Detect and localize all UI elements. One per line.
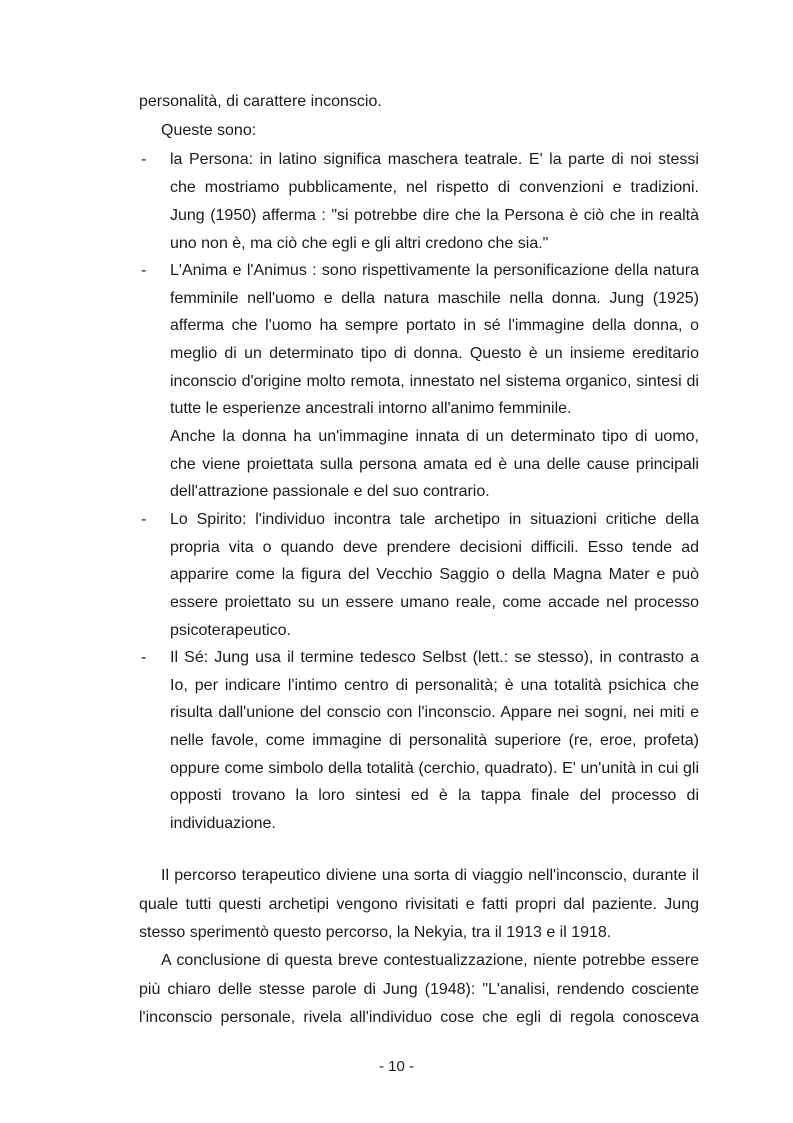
bullet-line: inconscio d'origine molto remota, innestato nel sistema organico, sintesi di xyxy=(170,373,699,390)
intro-line: personalità, di carattere inconscio. xyxy=(139,93,382,110)
bullet-line: uno non è, ma ciò che egli e gli altri credono che sia." xyxy=(170,235,549,252)
bullet-line: dell'attrazione passionale e del suo contrario. xyxy=(170,483,490,500)
bullet-marker: - xyxy=(141,649,147,666)
bullet-line: Jung (1950) afferma : "si potrebbe dire che la Persona è ciò che in realtà xyxy=(170,207,699,224)
bullet-line: afferma che l'uomo ha sempre portato in sé l'immagine della donna, o xyxy=(170,317,699,334)
bullet-line: individuazione. xyxy=(170,815,276,832)
intro-line: Queste sono: xyxy=(161,122,257,139)
paragraph-line: quale tutti questi archetipi vengono rivisitati e fatti propri dal paziente. Jung xyxy=(139,896,699,913)
paragraph-line: Il percorso terapeutico diviene una sorta di viaggio nell'inconscio, durante il xyxy=(161,867,699,884)
bullet-line: meglio di un determinato tipo di donna. Questo è un insieme ereditario xyxy=(170,345,699,362)
bullet-line: che viene proiettata sulla persona amata ed è una delle cause principali xyxy=(170,456,699,473)
bullet-line: L'Anima e l'Animus : sono rispettivamente la personificazione della natura xyxy=(170,262,699,279)
bullet-line: femminile nell'uomo e della natura maschile nella donna. Jung (1925) xyxy=(170,290,699,307)
paragraph-line: l'inconscio personale, rivela all'individuo cose che egli di regola conosceva xyxy=(139,1009,699,1026)
bullet-line: Io, per indicare l'intimo centro di personalità; è una totalità psichica che xyxy=(170,677,699,694)
bullet-line: nelle favole, come immagine di personalità superiore (re, eroe, profeta) xyxy=(170,732,699,749)
bullet-line: opposti trovano la loro sintesi ed è la tappa finale del processo di xyxy=(170,787,699,804)
bullet-line: propria vita o quando deve prendere decisioni difficili. Esso tende ad xyxy=(170,539,699,556)
bullet-line: essere proiettato su un essere umano reale, come accade nel processo xyxy=(170,594,699,611)
bullet-line: Lo Spirito: l'individuo incontra tale archetipo in situazioni critiche della xyxy=(170,511,699,528)
bullet-line: Il Sé: Jung usa il termine tedesco Selbst (lett.: se stesso), in contrasto a xyxy=(170,649,699,666)
bullet-line: che mostriamo pubblicamente, nel rispetto di convenzioni e tradizioni. xyxy=(170,179,699,196)
bullet-marker: - xyxy=(141,511,147,528)
bullet-line: apparire come la figura del Vecchio Saggio o della Magna Mater e può xyxy=(170,566,699,583)
bullet-line: tutte le esperienze ancestrali intorno all'animo femminile. xyxy=(170,400,572,417)
bullet-marker: - xyxy=(141,151,147,168)
bullet-marker: - xyxy=(141,262,147,279)
bullet-line: Anche la donna ha un'immagine innata di un determinato tipo di uomo, xyxy=(170,428,699,445)
bullet-line: la Persona: in latino significa maschera teatrale. E' la parte di noi stessi xyxy=(170,151,699,168)
bullet-line: oppure come simbolo della totalità (cerchio, quadrato). E' un'unità in cui gli xyxy=(170,760,699,777)
paragraph-line: più chiaro delle stesse parole di Jung (1948): "L'analisi, rendendo cosciente xyxy=(139,981,699,998)
bullet-line: risulta dall'unione del conscio con l'inconscio. Appare nei sogni, nei miti e xyxy=(170,704,699,721)
page-number: - 10 - xyxy=(378,1058,414,1075)
paragraph-line: stesso sperimentò questo percorso, la Nekyia, tra il 1913 e il 1918. xyxy=(139,924,612,941)
bullet-line: psicoterapeutico. xyxy=(170,622,291,639)
paragraph-line: A conclusione di questa breve contestualizzazione, niente potrebbe essere xyxy=(161,952,699,969)
